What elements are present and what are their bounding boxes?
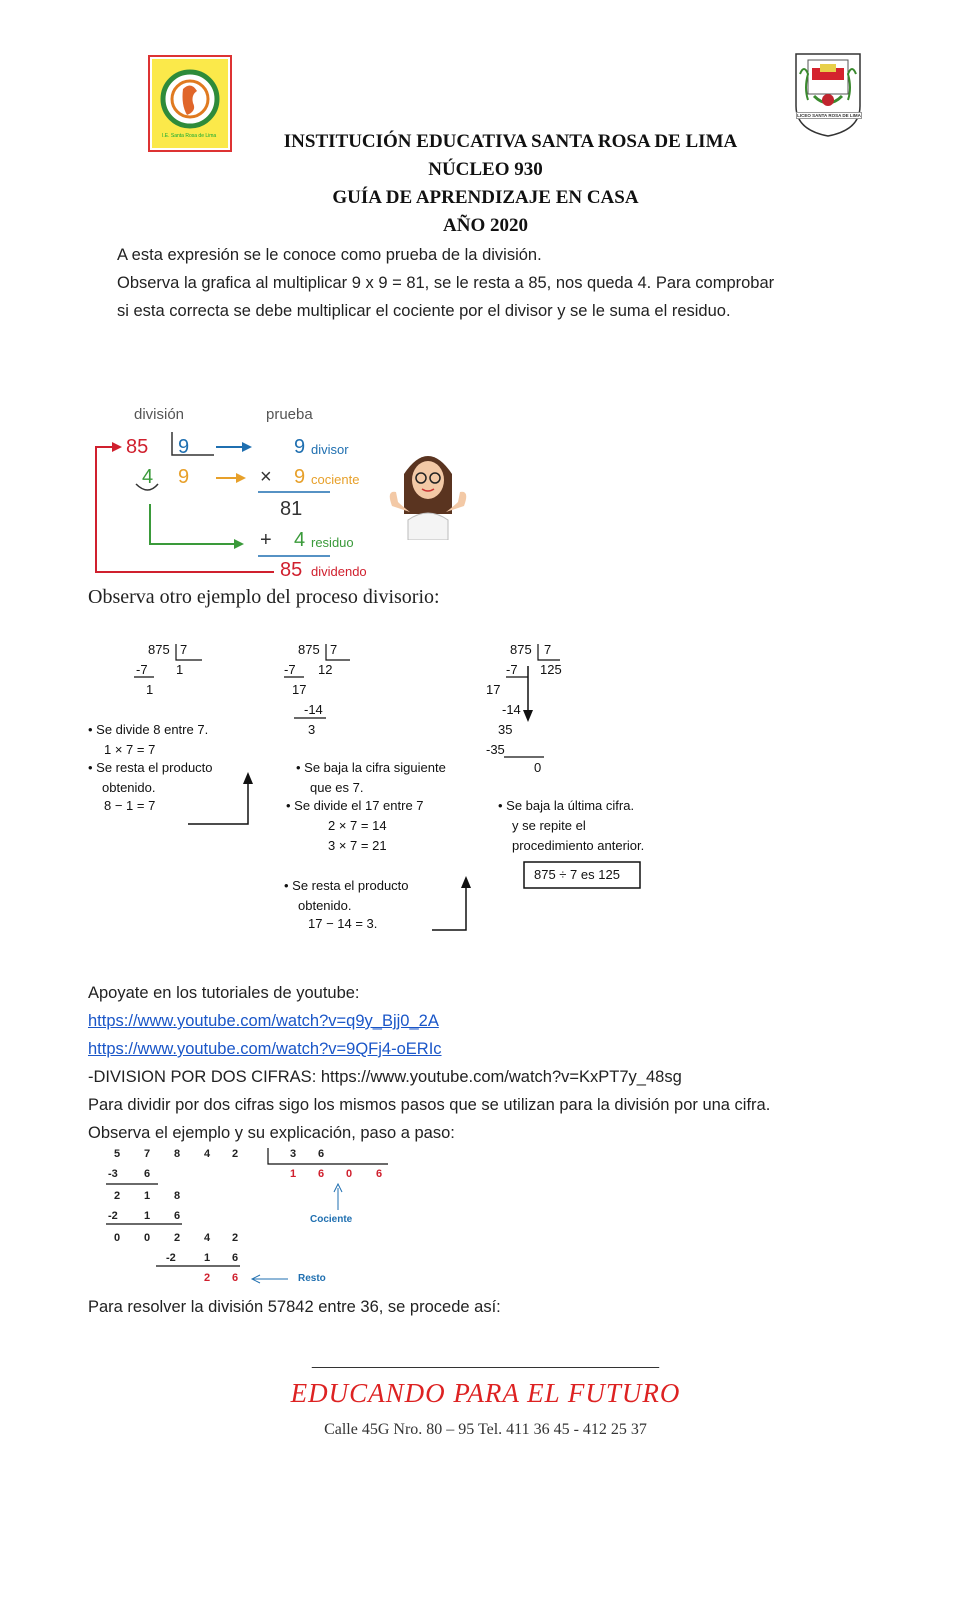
left-logo-text: I.E. Santa Rosa de Lima	[162, 133, 217, 139]
school-logo-right	[792, 50, 864, 140]
proof-row4-op: +	[260, 529, 272, 551]
footer-motto: EDUCANDO PARA EL FUTURO	[290, 1378, 681, 1408]
ld-row2-d2: 6	[144, 1168, 151, 1180]
step-by-step-paragraph: Observa el ejemplo y su explicación, paso a paso:	[88, 1124, 455, 1142]
proof-row5-label: dividendo	[311, 564, 367, 579]
youtube-link-1[interactable]: https://www.youtube.com/watch?v=q9y_Bjj0_2A	[88, 1012, 439, 1030]
c2-bullet-3: • Se resta el producto	[284, 878, 409, 893]
ld-row1-d3: 8	[174, 1148, 181, 1160]
coat-of-arms-icon	[792, 50, 864, 140]
proof-row2-value: 9	[294, 466, 306, 488]
c2-r2: 3	[308, 722, 316, 737]
ld-row4-d1: -2	[108, 1210, 118, 1222]
c3-bullet-1b: procedimiento anterior.	[512, 838, 645, 853]
c2-r1: 17	[292, 682, 307, 697]
example-column-3	[486, 640, 686, 900]
c1-bullet-1a: 1 × 7 = 7	[104, 742, 156, 757]
ld-divisor-d2: 6	[318, 1148, 325, 1160]
c3-r3: 0	[534, 760, 542, 775]
c2-quotient: 12	[318, 662, 333, 677]
c3-r2: 35	[498, 722, 513, 737]
c1-sub: -7	[136, 662, 148, 677]
c2-bullet-1a: que es 7.	[310, 780, 364, 795]
youtube-link-2[interactable]: https://www.youtube.com/watch?v=9QFj4-oERIc	[88, 1040, 442, 1058]
ld-row1-d5: 2	[232, 1148, 239, 1160]
ld-row3-d1: 2	[114, 1190, 121, 1202]
proof-divisor: 9	[178, 436, 190, 458]
c3-divisor: 7	[544, 642, 552, 657]
ld-row2-d1: -3	[108, 1168, 118, 1180]
ld-row7-d2: 6	[232, 1272, 239, 1284]
ld-quotient-d2: 6	[318, 1168, 325, 1180]
c2-bullet-1: • Se baja la cifra siguiente	[296, 760, 446, 775]
teacher-avatar	[378, 444, 478, 540]
ld-label-rest: Resto	[298, 1273, 326, 1284]
ld-row6-d2: 1	[204, 1252, 211, 1264]
c2-bullet-2b: 3 × 7 = 21	[328, 838, 387, 853]
proof-row1-value: 9	[294, 436, 306, 458]
c1-rest: 1	[146, 682, 154, 697]
c1-bullet-1: • Se divide 8 entre 7.	[88, 722, 209, 737]
header-core: NÚCLEO 930	[428, 159, 543, 180]
c1-bullet-2a: obtenido.	[102, 780, 156, 795]
ld-row5-d1: 0	[114, 1232, 121, 1244]
ld-row3-d3: 8	[174, 1190, 181, 1202]
proof-quotient: 9	[178, 466, 190, 488]
c1-quotient: 1	[176, 662, 184, 677]
ld-quotient-d3: 0	[346, 1168, 353, 1180]
c1-bullet-2: • Se resta el producto	[88, 760, 213, 775]
ld-row6-d3: 6	[232, 1252, 239, 1264]
c2-sub1: -7	[284, 662, 296, 677]
ld-quotient-d4: 6	[376, 1168, 383, 1180]
c1-bullet-2b: 8 − 1 = 7	[104, 798, 156, 813]
c3-result: 875 ÷ 7 es 125	[534, 867, 620, 882]
c2-sub2: -14	[304, 702, 323, 717]
two-digit-paragraph: Para dividir por dos cifras sigo los mismos pasos que se utilizan para la división por una cifra.	[88, 1096, 771, 1114]
ld-label-quotient: Cociente	[310, 1214, 353, 1225]
ld-divisor-d1: 3	[290, 1148, 297, 1160]
intro-paragraph-3: si esta correcta se debe multiplicar el cociente por el divisor y se le suma el residuo.	[117, 302, 731, 320]
proof-row3-value: 81	[280, 498, 303, 520]
proof-row2-op: ×	[260, 466, 272, 488]
proof-row1-label: divisor	[311, 442, 349, 457]
header-institution: INSTITUCIÓN EDUCATIVA SANTA ROSA DE LIMA	[283, 131, 738, 152]
c2-bullet-3b: 17 − 14 = 3.	[308, 916, 378, 931]
intro-paragraph-1: A esta expresión se le conoce como prueba de la división.	[117, 246, 542, 264]
two-digit-division-link: -DIVISION POR DOS CIFRAS: https://www.youtube.com/watch?v=KxPT7y_48sg	[88, 1068, 682, 1086]
ld-row5-d2: 0	[144, 1232, 151, 1244]
proof-dividend: 85	[126, 436, 149, 458]
ld-row1-d2: 7	[144, 1148, 151, 1160]
example-column-2	[284, 640, 494, 940]
c1-divisor: 7	[180, 642, 188, 657]
ld-quotient-d1: 1	[290, 1168, 297, 1180]
tutorials-intro: Apoyate en los tutoriales de youtube:	[88, 984, 360, 1002]
footer-address: Calle 45G Nro. 80 – 95 Tel. 411 36 45 - 412 25 37	[324, 1421, 647, 1438]
label-division: división	[134, 406, 185, 423]
c3-r1: 17	[486, 682, 501, 697]
c3-sub2: -14	[502, 702, 521, 717]
proof-row4-value: 4	[294, 529, 306, 551]
proof-remainder: 4	[142, 466, 154, 488]
footer-rule: _______________________________________	[311, 1352, 660, 1369]
c3-quotient: 125	[540, 662, 562, 677]
c1-dividend: 875	[148, 642, 170, 657]
ld-row1-d1: 5	[114, 1148, 121, 1160]
header-guide: GUÍA DE APRENDIZAJE EN CASA	[332, 187, 639, 208]
intro-paragraph-2: Observa la grafica al multiplicar 9 x 9 = 81, se le resta a 85, nos queda 4. Para comprobar	[117, 274, 775, 292]
c2-bullet-3a: obtenido.	[298, 898, 352, 913]
ld-row5-d5: 2	[232, 1232, 239, 1244]
example-title: Observa otro ejemplo del proceso divisorio:	[88, 586, 440, 608]
proof-row5-value: 85	[280, 559, 303, 581]
ld-row3-d2: 1	[144, 1190, 151, 1202]
c2-bullet-2: • Se divide el 17 entre 7	[286, 798, 424, 813]
c3-sub3: -35	[486, 742, 505, 757]
long-division-example	[100, 1146, 400, 1288]
ld-row5-d3: 2	[174, 1232, 181, 1244]
proof-row4-label: residuo	[311, 535, 354, 550]
label-prueba: prueba	[266, 406, 313, 423]
c3-bullet-1a: y se repite el	[512, 818, 586, 833]
c3-sub1: -7	[506, 662, 518, 677]
ld-row6-d1: -2	[166, 1252, 176, 1264]
right-logo-text: LICEO SANTA ROSA DE LIMA	[797, 113, 861, 118]
ld-row7-d1: 2	[204, 1272, 211, 1284]
ld-row5-d4: 4	[204, 1232, 211, 1244]
teacher-thumbs-up-icon	[378, 444, 478, 540]
header-year: AÑO 2020	[443, 215, 528, 236]
ld-row4-d2: 1	[144, 1210, 151, 1222]
c2-bullet-2a: 2 × 7 = 14	[328, 818, 387, 833]
c3-dividend: 875	[510, 642, 532, 657]
ld-row1-d4: 4	[204, 1148, 211, 1160]
c2-divisor: 7	[330, 642, 338, 657]
ld-row4-d3: 6	[174, 1210, 181, 1222]
closing-paragraph: Para resolver la división 57842 entre 36, se procede así:	[88, 1298, 501, 1316]
c3-bullet-1: • Se baja la última cifra.	[498, 798, 635, 813]
c2-dividend: 875	[298, 642, 320, 657]
example-column-1	[88, 640, 278, 840]
proof-row2-label: cociente	[311, 472, 360, 487]
